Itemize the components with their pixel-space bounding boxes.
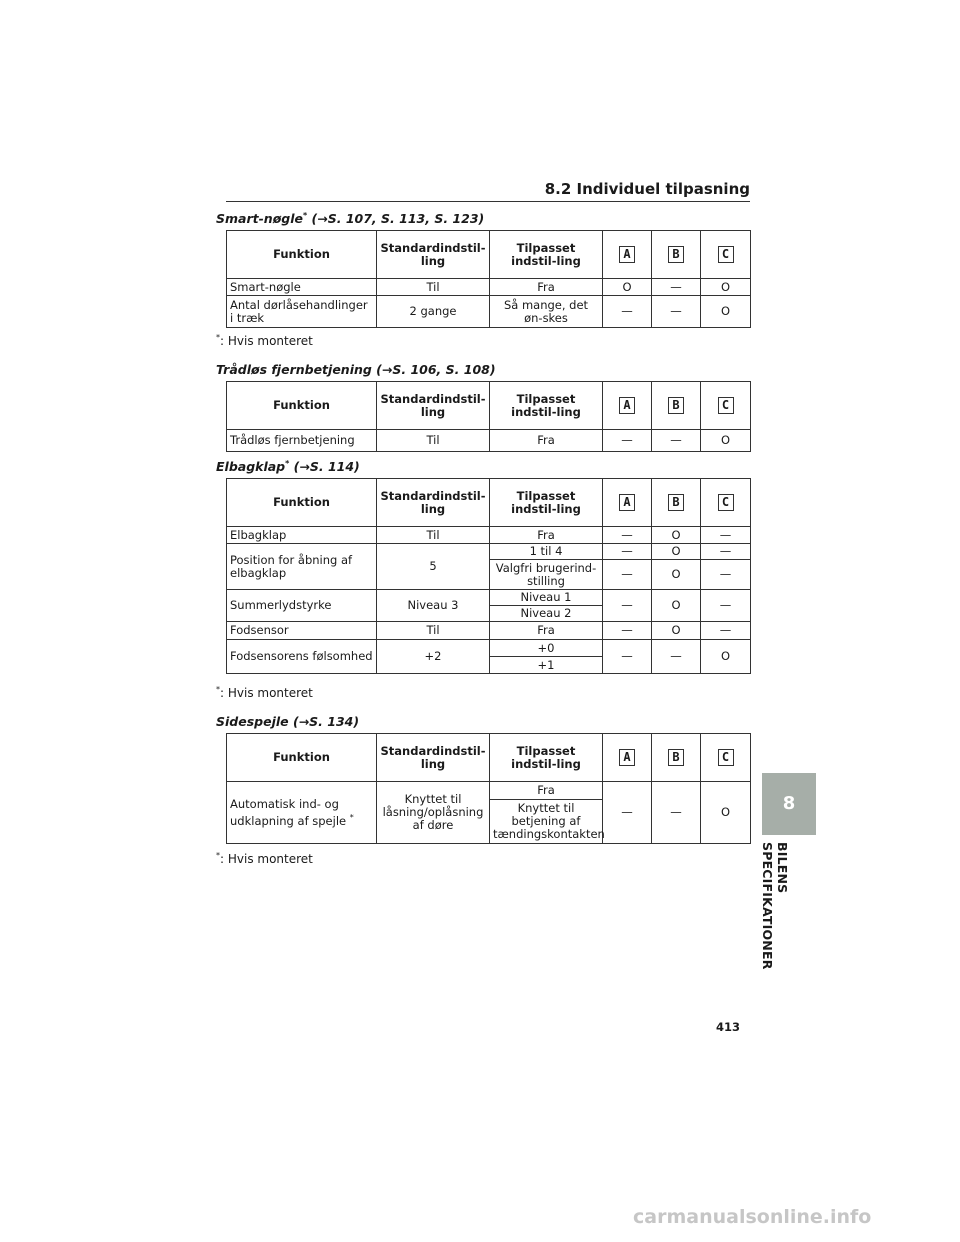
header-funktion: Funktion: [227, 231, 377, 279]
table-power-tailgate: [226, 478, 751, 674]
table-header-row: [227, 382, 751, 430]
cell-c: O: [701, 296, 751, 328]
cell-tilpasset: +0: [490, 640, 603, 657]
cell-c: O: [701, 430, 751, 452]
header-c: [701, 479, 751, 527]
badge-a: A: [619, 397, 635, 414]
table-row: [227, 640, 751, 657]
cell-tilpasset: Fra: [490, 622, 603, 640]
header-standard: Standardindstil-ling: [377, 479, 490, 527]
cell-c: —: [701, 527, 751, 544]
chapter-label: BILENS SPECIFIKATIONER: [760, 842, 790, 970]
cell-tilpasset: +1: [490, 657, 603, 674]
cell-tilpasset: Fra: [490, 782, 603, 800]
cell-standard: Knyttet til låsning/oplåsning af døre: [377, 782, 490, 844]
cell-b: —: [652, 430, 701, 452]
cell-tilpasset: Niveau 2: [490, 606, 603, 622]
badge-b: B: [668, 494, 684, 511]
cell-funktion: Fodsensor: [227, 622, 377, 640]
cell-a: —: [603, 590, 652, 622]
cell-b: O: [652, 544, 701, 560]
cell-standard: Til: [377, 622, 490, 640]
badge-a: A: [619, 246, 635, 263]
header-c: [701, 382, 751, 430]
header-tilpasset: Tilpasset indstil-ling: [490, 734, 603, 782]
cell-funktion: Elbagklap: [227, 527, 377, 544]
cell-a: —: [603, 527, 652, 544]
page-header: 8.2 Individuel tilpasning: [226, 180, 750, 202]
header-tilpasset: Tilpasset indstil-ling: [490, 382, 603, 430]
header-standard: Standardindstil-ling: [377, 231, 490, 279]
cell-standard: Til: [377, 527, 490, 544]
header-standard: Standardindstil-ling: [377, 382, 490, 430]
badge-c: C: [718, 749, 734, 766]
badge-a: A: [619, 749, 635, 766]
header-b: [652, 382, 701, 430]
cell-tilpasset: Fra: [490, 430, 603, 452]
table-row: [227, 544, 751, 560]
cell-b: —: [652, 640, 701, 674]
footnote: *: Hvis monteret: [216, 685, 313, 700]
cell-a: —: [603, 296, 652, 328]
cell-b: O: [652, 622, 701, 640]
table-row: [227, 527, 751, 544]
cell-b: O: [652, 560, 701, 590]
cell-a: O: [603, 279, 652, 296]
header-c: [701, 231, 751, 279]
header-a: [603, 479, 652, 527]
cell-a: —: [603, 430, 652, 452]
table-header-row: [227, 734, 751, 782]
cell-funktion: Summerlydstyrke: [227, 590, 377, 622]
chapter-tab: 8: [762, 773, 816, 835]
cell-c: —: [701, 590, 751, 622]
cell-c: —: [701, 622, 751, 640]
section-title-wireless-remote: Trådløs fjernbetjening (→S. 106, S. 108): [216, 362, 496, 377]
page-number: 413: [716, 1020, 741, 1034]
section-title-power-tailgate: Elbagklap* (→S. 114): [216, 459, 360, 475]
cell-c: O: [701, 782, 751, 844]
cell-b: —: [652, 279, 701, 296]
cell-a: —: [603, 782, 652, 844]
header-a: [603, 231, 652, 279]
cell-b: O: [652, 590, 701, 622]
table-row: [227, 590, 751, 606]
cell-standard: Til: [377, 279, 490, 296]
table-smart-key: [226, 230, 751, 328]
cell-tilpasset: Fra: [490, 279, 603, 296]
footnote: *: Hvis monteret: [216, 333, 313, 348]
cell-standard: 2 gange: [377, 296, 490, 328]
cell-tilpasset: Knyttet til betjening af tændingskontakten: [490, 800, 603, 844]
footnote: *: Hvis monteret: [216, 851, 313, 866]
header-funktion: Funktion: [227, 734, 377, 782]
cell-funktion: Fodsensorens følsomhed: [227, 640, 377, 674]
header-b: [652, 231, 701, 279]
badge-b: B: [668, 246, 684, 263]
cell-a: —: [603, 622, 652, 640]
cell-c: —: [701, 544, 751, 560]
table-side-mirrors: [226, 733, 751, 844]
header-tilpasset: Tilpasset indstil-ling: [490, 479, 603, 527]
cell-tilpasset: 1 til 4: [490, 544, 603, 560]
cell-standard: Til: [377, 430, 490, 452]
cell-tilpasset: Fra: [490, 527, 603, 544]
badge-a: A: [619, 494, 635, 511]
badge-c: C: [718, 494, 734, 511]
cell-tilpasset: Så mange, det øn-skes: [490, 296, 603, 328]
cell-tilpasset: Niveau 1: [490, 590, 603, 606]
table-row: [227, 296, 751, 328]
table-header-row: [227, 479, 751, 527]
header-tilpasset: Tilpasset indstil-ling: [490, 231, 603, 279]
section-title-smart-key: Smart-nøgle* (→S. 107, S. 113, S. 123): [216, 211, 485, 227]
cell-a: —: [603, 544, 652, 560]
cell-funktion: Smart-nøgle: [227, 279, 377, 296]
table-header-row: [227, 231, 751, 279]
table-row: [227, 782, 751, 800]
table-row: [227, 279, 751, 296]
cell-b: O: [652, 527, 701, 544]
cell-funktion: Automatisk ind- og udklapning af spejle *: [227, 782, 377, 844]
watermark: carmanualsonline.info: [633, 1206, 872, 1228]
cell-funktion: Position for åbning af elbagklap: [227, 544, 377, 590]
section-title-side-mirrors: Sidespejle (→S. 134): [216, 714, 360, 729]
table-wireless-remote: [226, 381, 751, 452]
cell-standard: Niveau 3: [377, 590, 490, 622]
header-a: [603, 734, 652, 782]
cell-tilpasset: Valgfri brugerind-stilling: [490, 560, 603, 590]
badge-b: B: [668, 397, 684, 414]
badge-c: C: [718, 397, 734, 414]
cell-standard: 5: [377, 544, 490, 590]
cell-b: —: [652, 296, 701, 328]
cell-c: —: [701, 560, 751, 590]
cell-c: O: [701, 640, 751, 674]
header-c: [701, 734, 751, 782]
header-b: [652, 479, 701, 527]
badge-c: C: [718, 246, 734, 263]
cell-b: —: [652, 782, 701, 844]
table-row: [227, 430, 751, 452]
table-row: [227, 622, 751, 640]
header-funktion: Funktion: [227, 382, 377, 430]
badge-b: B: [668, 749, 684, 766]
header-standard: Standardindstil-ling: [377, 734, 490, 782]
header-a: [603, 382, 652, 430]
cell-c: O: [701, 279, 751, 296]
cell-a: —: [603, 640, 652, 674]
cell-funktion: Trådløs fjernbetjening: [227, 430, 377, 452]
header-funktion: Funktion: [227, 479, 377, 527]
cell-a: —: [603, 560, 652, 590]
cell-standard: +2: [377, 640, 490, 674]
cell-funktion: Antal dørlåsehandlinger i træk: [227, 296, 377, 328]
header-b: [652, 734, 701, 782]
